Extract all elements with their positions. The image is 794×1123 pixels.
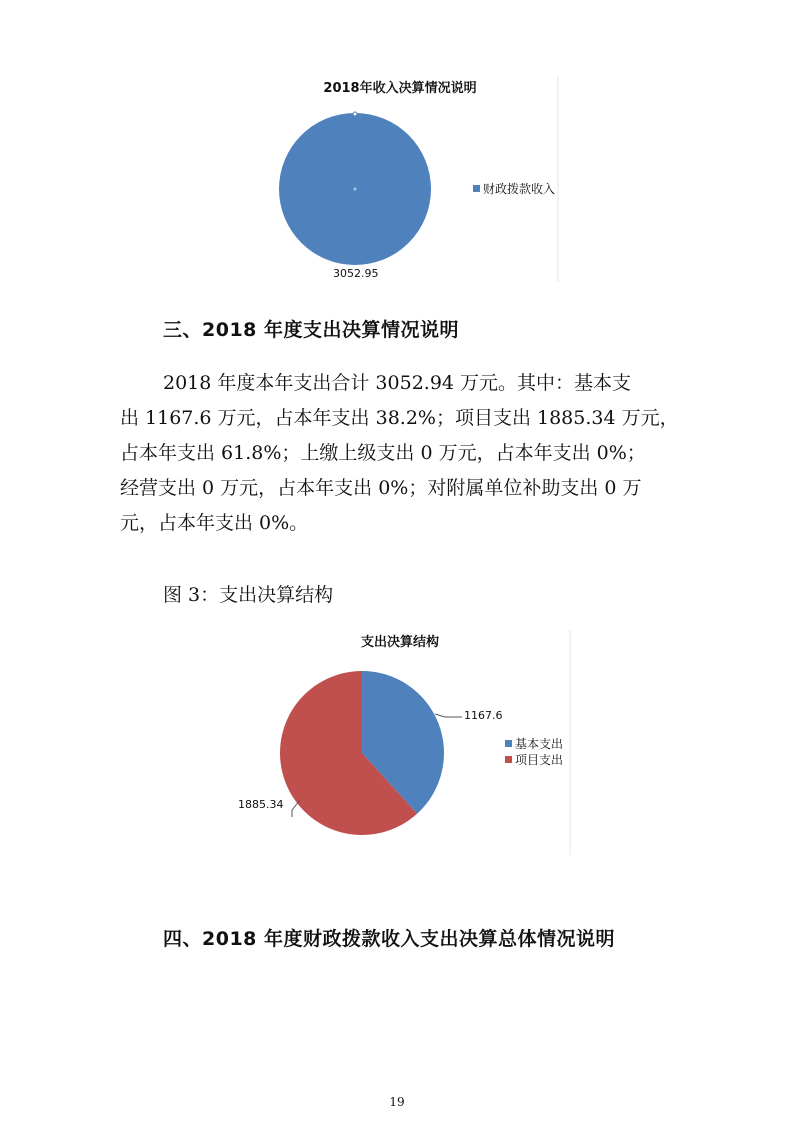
legend-label: 项目支出 [515, 752, 564, 767]
legend-label: 基本支出 [515, 736, 564, 751]
legend-item-caizheng [473, 180, 555, 196]
section3-line-2: 出 1167.6 万元，占本年支出 38.2%；项目支出 1885.34 万元， [120, 407, 679, 429]
figure-caption: 图 3：支出决算结构 [163, 584, 334, 606]
legend-item-xiangmu [505, 751, 563, 767]
legend-label: 财政拨款收入 [483, 181, 556, 196]
chart1-data-label: 3052.95 [333, 267, 379, 280]
chart2-title: 支出决算结构 [360, 635, 439, 650]
section3-line-3: 占本年支出 61.8%；上缴上级支出 0 万元，占本年支出 0%； [120, 442, 646, 464]
chart2-legend [505, 735, 563, 767]
section3-line-1: 2018 年度本年支出合计 3052.94 万元。其中：基本支 [163, 372, 632, 394]
pie-center-dot [354, 188, 357, 191]
section3-line-4: 经营支出 0 万元，占本年支出 0%；对附属单位补助支出 0 万 [120, 477, 642, 499]
legend-item-jiben [505, 735, 563, 751]
chart1-title: 2018年收入决算情况说明 [323, 81, 477, 96]
chart2-svg [0, 600, 794, 870]
section4-heading: 四、2018 年度财政拨款收入支出决算总体情况说明 [163, 928, 615, 950]
leader-line-jiben [435, 714, 462, 717]
chart2-data-label-xiangmu: 1885.34 [238, 798, 284, 811]
section3-line-5: 元，占本年支出 0%。 [120, 512, 309, 534]
chart1-svg [0, 0, 794, 300]
section3-heading: 三、2018 年度支出决算情况说明 [163, 319, 459, 341]
chart1-legend [473, 180, 555, 196]
chart2-data-label-jiben: 1167.6 [464, 709, 503, 722]
legend-swatch [505, 740, 512, 747]
page-number: 19 [389, 1095, 405, 1109]
legend-swatch [473, 185, 480, 192]
legend-swatch [505, 756, 512, 763]
pie-top-marker [353, 112, 357, 116]
